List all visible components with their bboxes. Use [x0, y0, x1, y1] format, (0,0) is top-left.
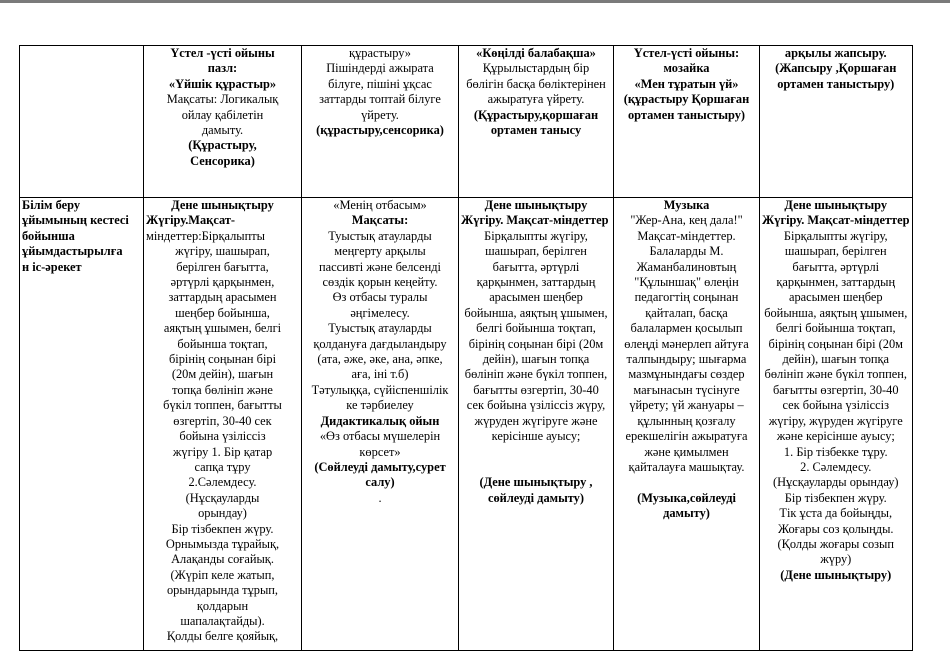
cell-text-line: арасымен шеңбер — [489, 290, 583, 305]
cell-text-line: «Менің отбасым» — [333, 198, 427, 212]
cell-text-line: белгі бойынша тоқтап, — [775, 321, 896, 336]
cell-text-line: заттардың арасымен — [168, 290, 277, 305]
cell-text-line: Орнымызда тұрайық, — [165, 536, 280, 551]
cell-text-line: дейін), шағын топқа — [482, 352, 590, 367]
cell-text-line: «Үйшік құрастыр» — [168, 76, 277, 91]
schedule-table — [19, 45, 913, 651]
cell-text-line: шашырап, берілген — [784, 244, 887, 259]
cell-text-line — [461, 445, 611, 460]
cell-text-line: сек бойына үзіліссіз — [782, 398, 889, 413]
cell-text-line: берілген бағытта, — [176, 259, 269, 274]
cell-text-line: Бір тізбекпен жүру. — [171, 521, 274, 536]
cell-text-line — [461, 460, 611, 475]
cell-text-line: Пішіндерді ажырата — [326, 61, 434, 76]
cell-text-line: топқа бөлініп және — [172, 382, 273, 397]
cell-text-line: Жоғары соз қолыңды. — [778, 521, 894, 536]
table-row — [20, 46, 913, 198]
cell-text-line: (Нұсқауларды орындау) — [772, 475, 899, 490]
cell-text-line: ортамен таныстыру) — [627, 107, 746, 122]
cell-text-line: талпындыру; шығарма — [626, 352, 747, 367]
cell-text-line: (Музыка,сөйлеуді — [637, 490, 736, 505]
cell-text-line: мозайка — [663, 61, 710, 76]
cell-text-line: ажыратуға үйрету. — [487, 92, 585, 107]
cell-text-line: ойлау қабілетін — [181, 107, 264, 122]
cell-text-line: өзгертіп, 30-40 сек — [173, 413, 272, 428]
cell-text-line: керісінше ауысу; — [491, 429, 581, 444]
cell-text-line: жүру) — [820, 552, 852, 567]
cell-text-line: Құрылыстардың бір — [482, 61, 590, 76]
cell-text-line: қарқынмен, заттардың — [776, 275, 896, 290]
cell-text-line: жүгіру, шашырап, — [175, 244, 270, 259]
cell-text-line: қарқынмен, заттардың — [476, 275, 596, 290]
cell-text-line: ерекшелігін ажыратуға — [625, 429, 748, 444]
cell-text-line: «Өз отбасы мүшелерін — [319, 429, 441, 444]
cell-text-line: үйрету; үй жануары – — [629, 398, 744, 413]
cell-text-line: ұйымдастырылға — [22, 244, 123, 259]
cell-text-line: Тәтулыққа, сүйіспеншілік — [311, 382, 449, 397]
cell-text-line: дейін), шағын топқа — [782, 352, 890, 367]
cell-text-line: шапалақтайды). — [180, 613, 265, 628]
table-cell — [144, 198, 302, 651]
table-cell — [302, 198, 459, 651]
cell-text-line: (Жүріп келе жатып, — [170, 567, 275, 582]
cell-text-line: бойынша, аяқтың ұшымен, — [764, 305, 908, 320]
cell-text-line: Тік ұста да бойыңды, — [779, 506, 893, 521]
cell-text-line: ке тәрбиелеу — [346, 398, 414, 413]
table-cell — [760, 198, 913, 651]
cell-text-line: жүгіру 1. Бір қатар — [172, 444, 273, 459]
cell-text-line: педагогтің соңынан — [634, 290, 739, 305]
cell-text-line: мазмұнындағы сөздер — [628, 367, 745, 382]
cell-text-line: Жүгіру. Мақсат-міндеттер — [762, 213, 910, 228]
cell-text-line: Мақсаты: — [351, 213, 409, 228]
table-cell — [760, 46, 913, 198]
cell-text-line: сек бойына үзіліссіз жүру, — [466, 398, 606, 413]
cell-text-line: құрастыру» — [349, 46, 411, 60]
cell-text-line: салу) — [365, 475, 395, 490]
cell-text-line: бүкіл топпен, бағытты — [163, 398, 282, 413]
cell-text-line: бөлініп және бүкіл топпен, — [764, 367, 907, 382]
cell-text-line: . — [378, 490, 382, 505]
cell-text-line: дамыту. — [201, 123, 244, 138]
cell-text-line: (ата, әже, әке, ана, әпке, — [317, 352, 443, 367]
cell-text-line: Дене шынықтыру — [171, 198, 274, 212]
cell-text-line: (Құрастыру, — [188, 138, 257, 153]
cell-text-line: Музыка — [663, 198, 710, 212]
cell-text-line: бөлініп және бүкіл топпен, — [464, 367, 608, 382]
table-cell — [459, 46, 614, 198]
cell-text-line: жүгіру, жүруден жүгіруге — [768, 413, 903, 428]
cell-text-line: әртүрлі қарқынмен, — [170, 275, 275, 290]
cell-text-line: "Құлыншақ" өлеңін — [634, 275, 739, 290]
row-label-cell — [20, 198, 144, 651]
row-label-cell — [20, 46, 144, 198]
cell-text-line: Өз отбасы туралы — [332, 290, 428, 305]
cell-text-line: "Жер-Ана, кең дала!" — [630, 213, 743, 228]
cell-text-line: орындарында тұрып, — [166, 583, 279, 598]
cell-text-line: бірінің соңынан бірі (20м — [768, 336, 904, 351]
cell-text-line: мағынасын түсінуге — [633, 382, 740, 397]
cell-text-line: ортамен таныстыру) — [777, 76, 895, 91]
cell-text-line: Бір тізбекпен жүру. — [784, 490, 887, 505]
cell-text-line: аяқтың ұшымен, белгі — [163, 321, 282, 336]
table-row — [20, 198, 913, 651]
cell-text-line: қолдарын — [196, 598, 249, 613]
cell-text-line: қайталап, басқа — [645, 305, 728, 320]
cell-text-line: Алақанды соғайық. — [171, 552, 274, 567]
cell-text-line: арқылы жапсыру. — [784, 46, 887, 60]
cell-text-line: Мақсат-міндеттер. — [637, 228, 736, 243]
table-cell — [144, 46, 302, 198]
cell-text-line: Сенсорика) — [190, 153, 255, 168]
cell-text-line: арасымен шеңбер — [788, 290, 883, 305]
cell-text-line: сөйлеуді дамыту) — [487, 490, 585, 505]
cell-text-line: (құрастыру,сенсорика) — [316, 123, 444, 138]
table-cell — [614, 46, 760, 198]
cell-text-line: қолдануға дағдыландыру — [313, 336, 447, 351]
cell-text-line — [616, 475, 757, 490]
cell-text-line: Үстел-үсті ойыны: — [633, 46, 740, 60]
cell-text-line: Бірқалыпты жүгіру, — [783, 228, 888, 243]
cell-text-line: ортамен танысу — [490, 123, 582, 138]
cell-text-line: Білім беру — [22, 198, 81, 212]
cell-text-line: (Қолды жоғары созып — [777, 536, 895, 551]
cell-text-line: н іс-әрекет — [22, 259, 82, 274]
cell-text-line: (Дене шынықтыру , — [479, 475, 593, 490]
cell-text-line: Үстел -үсті ойыны — [170, 46, 275, 60]
cell-text-line: үйрету. — [361, 107, 399, 122]
table-cell — [302, 46, 459, 198]
cell-text-line: Жаманбалиновтың — [636, 259, 737, 274]
cell-text-line: Дене шынықтыру — [784, 198, 888, 212]
cell-text-line: Бірқалыпты жүгіру, — [484, 228, 588, 243]
cell-text-line: балалармен қосылып — [630, 321, 743, 336]
cell-text-line: «Мен тұратын үй» — [634, 76, 739, 91]
cell-text-line: өлеңді мәнерлеп айтуға — [624, 336, 749, 351]
cell-text-line: Қолды белге қояйық, — [166, 629, 279, 644]
cell-text-line: бойынша тоқтап, — [177, 336, 268, 351]
cell-text-line: пазл: — [207, 61, 238, 76]
cell-text-line: пассивті және белсенді — [319, 259, 441, 274]
cell-text-line: және керісінше ауысу; — [776, 429, 895, 444]
cell-text-line: Балаларды М. — [649, 244, 724, 259]
cell-text-line: жүруден жүгіруге және — [474, 413, 598, 428]
cell-text-line: дамыту) — [663, 506, 710, 521]
cell-text-line: міндеттер:Бірқалыпты — [146, 228, 265, 243]
cell-text-line: сөздік қорын кеңейту. — [322, 275, 438, 290]
cell-text-line: Туыстық атауларды — [328, 321, 432, 336]
cell-text-line: (құрастыру Қоршаған — [623, 92, 750, 107]
cell-text-line: аға, іні т.б) — [351, 367, 409, 382]
cell-text-line: белгі бойынша тоқтап, — [476, 321, 596, 336]
cell-text-line: шеңбер бойынша, — [175, 305, 270, 320]
cell-text-line: заттарды топтай білуге — [319, 92, 441, 107]
cell-text-line: (Құрастыру,қоршаған — [473, 107, 599, 122]
cell-text-line: бағытты өзгертіп, 30-40 — [473, 382, 599, 397]
cell-text-line: қайталауға машықтау. — [628, 459, 745, 474]
cell-text-line: бойынша, аяқтың ұшымен, — [464, 305, 608, 320]
cell-text-line: (Сөйлеуді дамыту,сурет — [314, 459, 446, 474]
cell-text-line: меңгерту арқылы — [334, 244, 426, 259]
cell-text-line: Дене шынықтыру — [484, 198, 588, 212]
cell-text-line: бірінің соңынан бірі — [168, 352, 277, 367]
cell-text-line: (20м дейін), шағын — [171, 367, 274, 382]
cell-text-line: 2. Сәлемдесу. — [800, 459, 872, 474]
cell-text-line: 1. Бір тізбекке тұру. — [783, 444, 888, 459]
cell-text-line: бойынша — [22, 228, 75, 243]
cell-text-line: (Жапсыру ,Қоршаған — [775, 61, 897, 76]
cell-text-line: Туыстық атауларды — [328, 228, 432, 243]
cell-text-line: және қимылмен — [644, 444, 729, 459]
cell-text-line: Мақсаты: Логикалық — [166, 92, 279, 107]
cell-text-line: Жүгіру. Мақсат-міндеттер — [461, 213, 609, 228]
cell-text-line: құлынның қозғалу — [637, 413, 736, 428]
cell-text-line: білуге, пішіні ұқсас — [328, 76, 432, 91]
table-cell — [614, 198, 760, 651]
cell-text-line: 2.Сәлемдесу. — [188, 475, 257, 490]
page-top-rule — [0, 0, 950, 3]
cell-text-line: бойына үзіліссіз — [179, 429, 266, 444]
cell-text-line: Дидактикалық ойын — [320, 413, 440, 428]
cell-text-line: шашырап, берілген — [485, 244, 587, 259]
cell-text-line: көрсет» — [359, 444, 401, 459]
cell-text-line: ұйымының кестесі — [22, 213, 129, 228]
cell-text-line: (Дене шынықтыру) — [780, 567, 892, 582]
cell-text-line: «Көңілді балабақша» — [476, 46, 596, 60]
cell-text-line: орындау) — [198, 506, 247, 521]
cell-text-line: бөлігін басқа бөліктерінен — [466, 76, 606, 91]
cell-text-line: Жүгіру.Мақсат- — [146, 213, 236, 228]
cell-text-line: бірінің соңынан бірі (20м — [468, 336, 604, 351]
cell-text-line: әңгімелесу. — [350, 305, 410, 320]
cell-text-line: сапқа тұру — [194, 459, 251, 474]
cell-text-line: (Нұсқауларды — [185, 490, 260, 505]
cell-text-line: бағытты өзгертіп, 30-40 — [772, 382, 899, 397]
table-cell — [459, 198, 614, 651]
cell-text-line: бағытта, әртүрлі — [792, 259, 880, 274]
cell-text-line: бағытта, әртүрлі — [492, 259, 580, 274]
